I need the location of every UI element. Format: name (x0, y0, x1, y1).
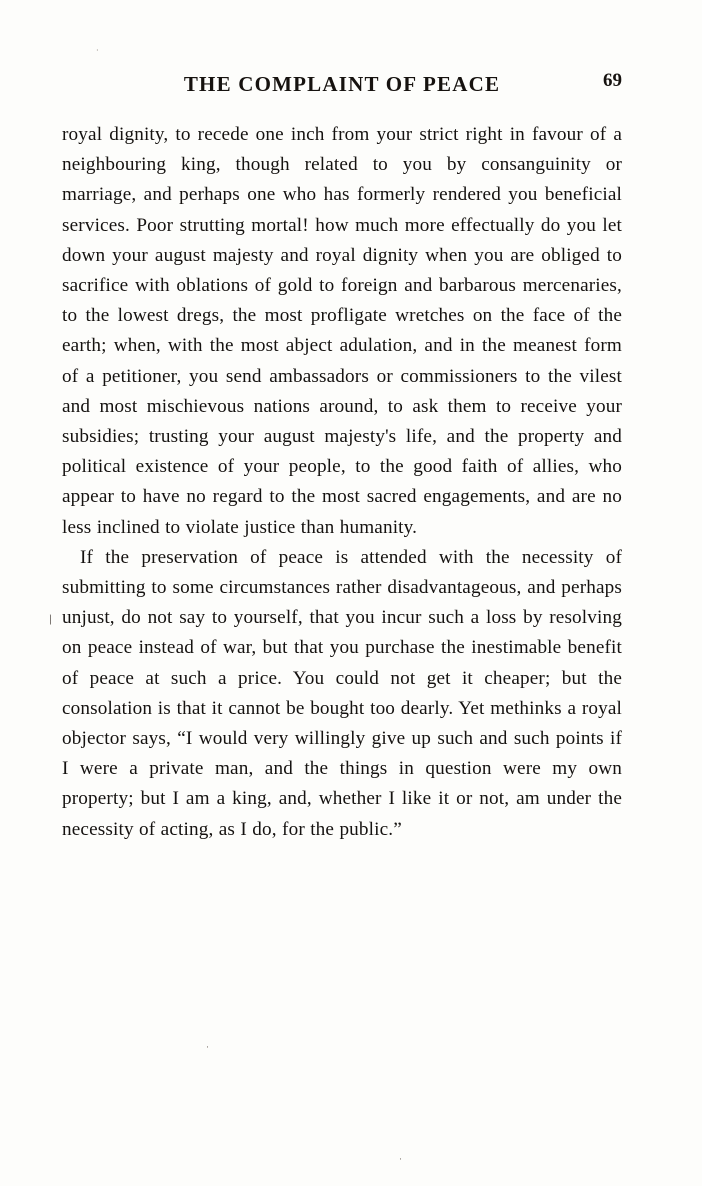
page-number: 69 (603, 70, 622, 91)
paper-speck: · (399, 1154, 402, 1164)
page-title: THE COMPLAINT OF PEACE (183, 72, 501, 96)
margin-tick-mark: \ (45, 612, 55, 629)
paper-speck: · (206, 1042, 209, 1052)
page-content (62, 62, 622, 845)
running-head (62, 62, 622, 104)
paragraph: If the preservation of peace is attended with the necessity of submitting to some circumstances rather disadvantageous, and perhaps unjust, do not say to yourself, that you incur such a loss by resolving on peace instead of war, but that you purchase the inestimable benefit of peace at such a price. You could not get it cheaper; but the consolation is that it cannot be bought too dearly. Yet methinks a royal objector says, “I would very willingly give up such and such points if I were a private man, and the things in question were my own property; but I am a king, and, whether I like it or not, am under the necessity of acting, as I do, for the public.” (62, 546, 622, 840)
paragraph: royal dignity, to recede one inch from your strict right in favour of a neighbouring king, though related to you by consanguinity or marriage, and perhaps one who has formerly rendered you beneficial services. Poor strutting mortal! how much more effectually do you let down your august majesty and royal dignity when you are obliged to sacrifice with oblations of gold to foreign and barbarous mercenaries, to the lowest dregs, the most profligate wretches on the face of the earth; when, with the most abject adulation, and in the meanest form of a petitioner, you send ambassadors or commissioners to the vilest and most mischievous nations around, to ask them to receive your subsidies; trusting your august majesty's life, and the property and political existence of your people, to the good faith of allies, who appear to have no regard to the most sacred engagements, and are no less inclined to violate justice than humanity. (62, 124, 622, 538)
paper-speck: · (96, 46, 99, 55)
body-text (62, 120, 622, 845)
